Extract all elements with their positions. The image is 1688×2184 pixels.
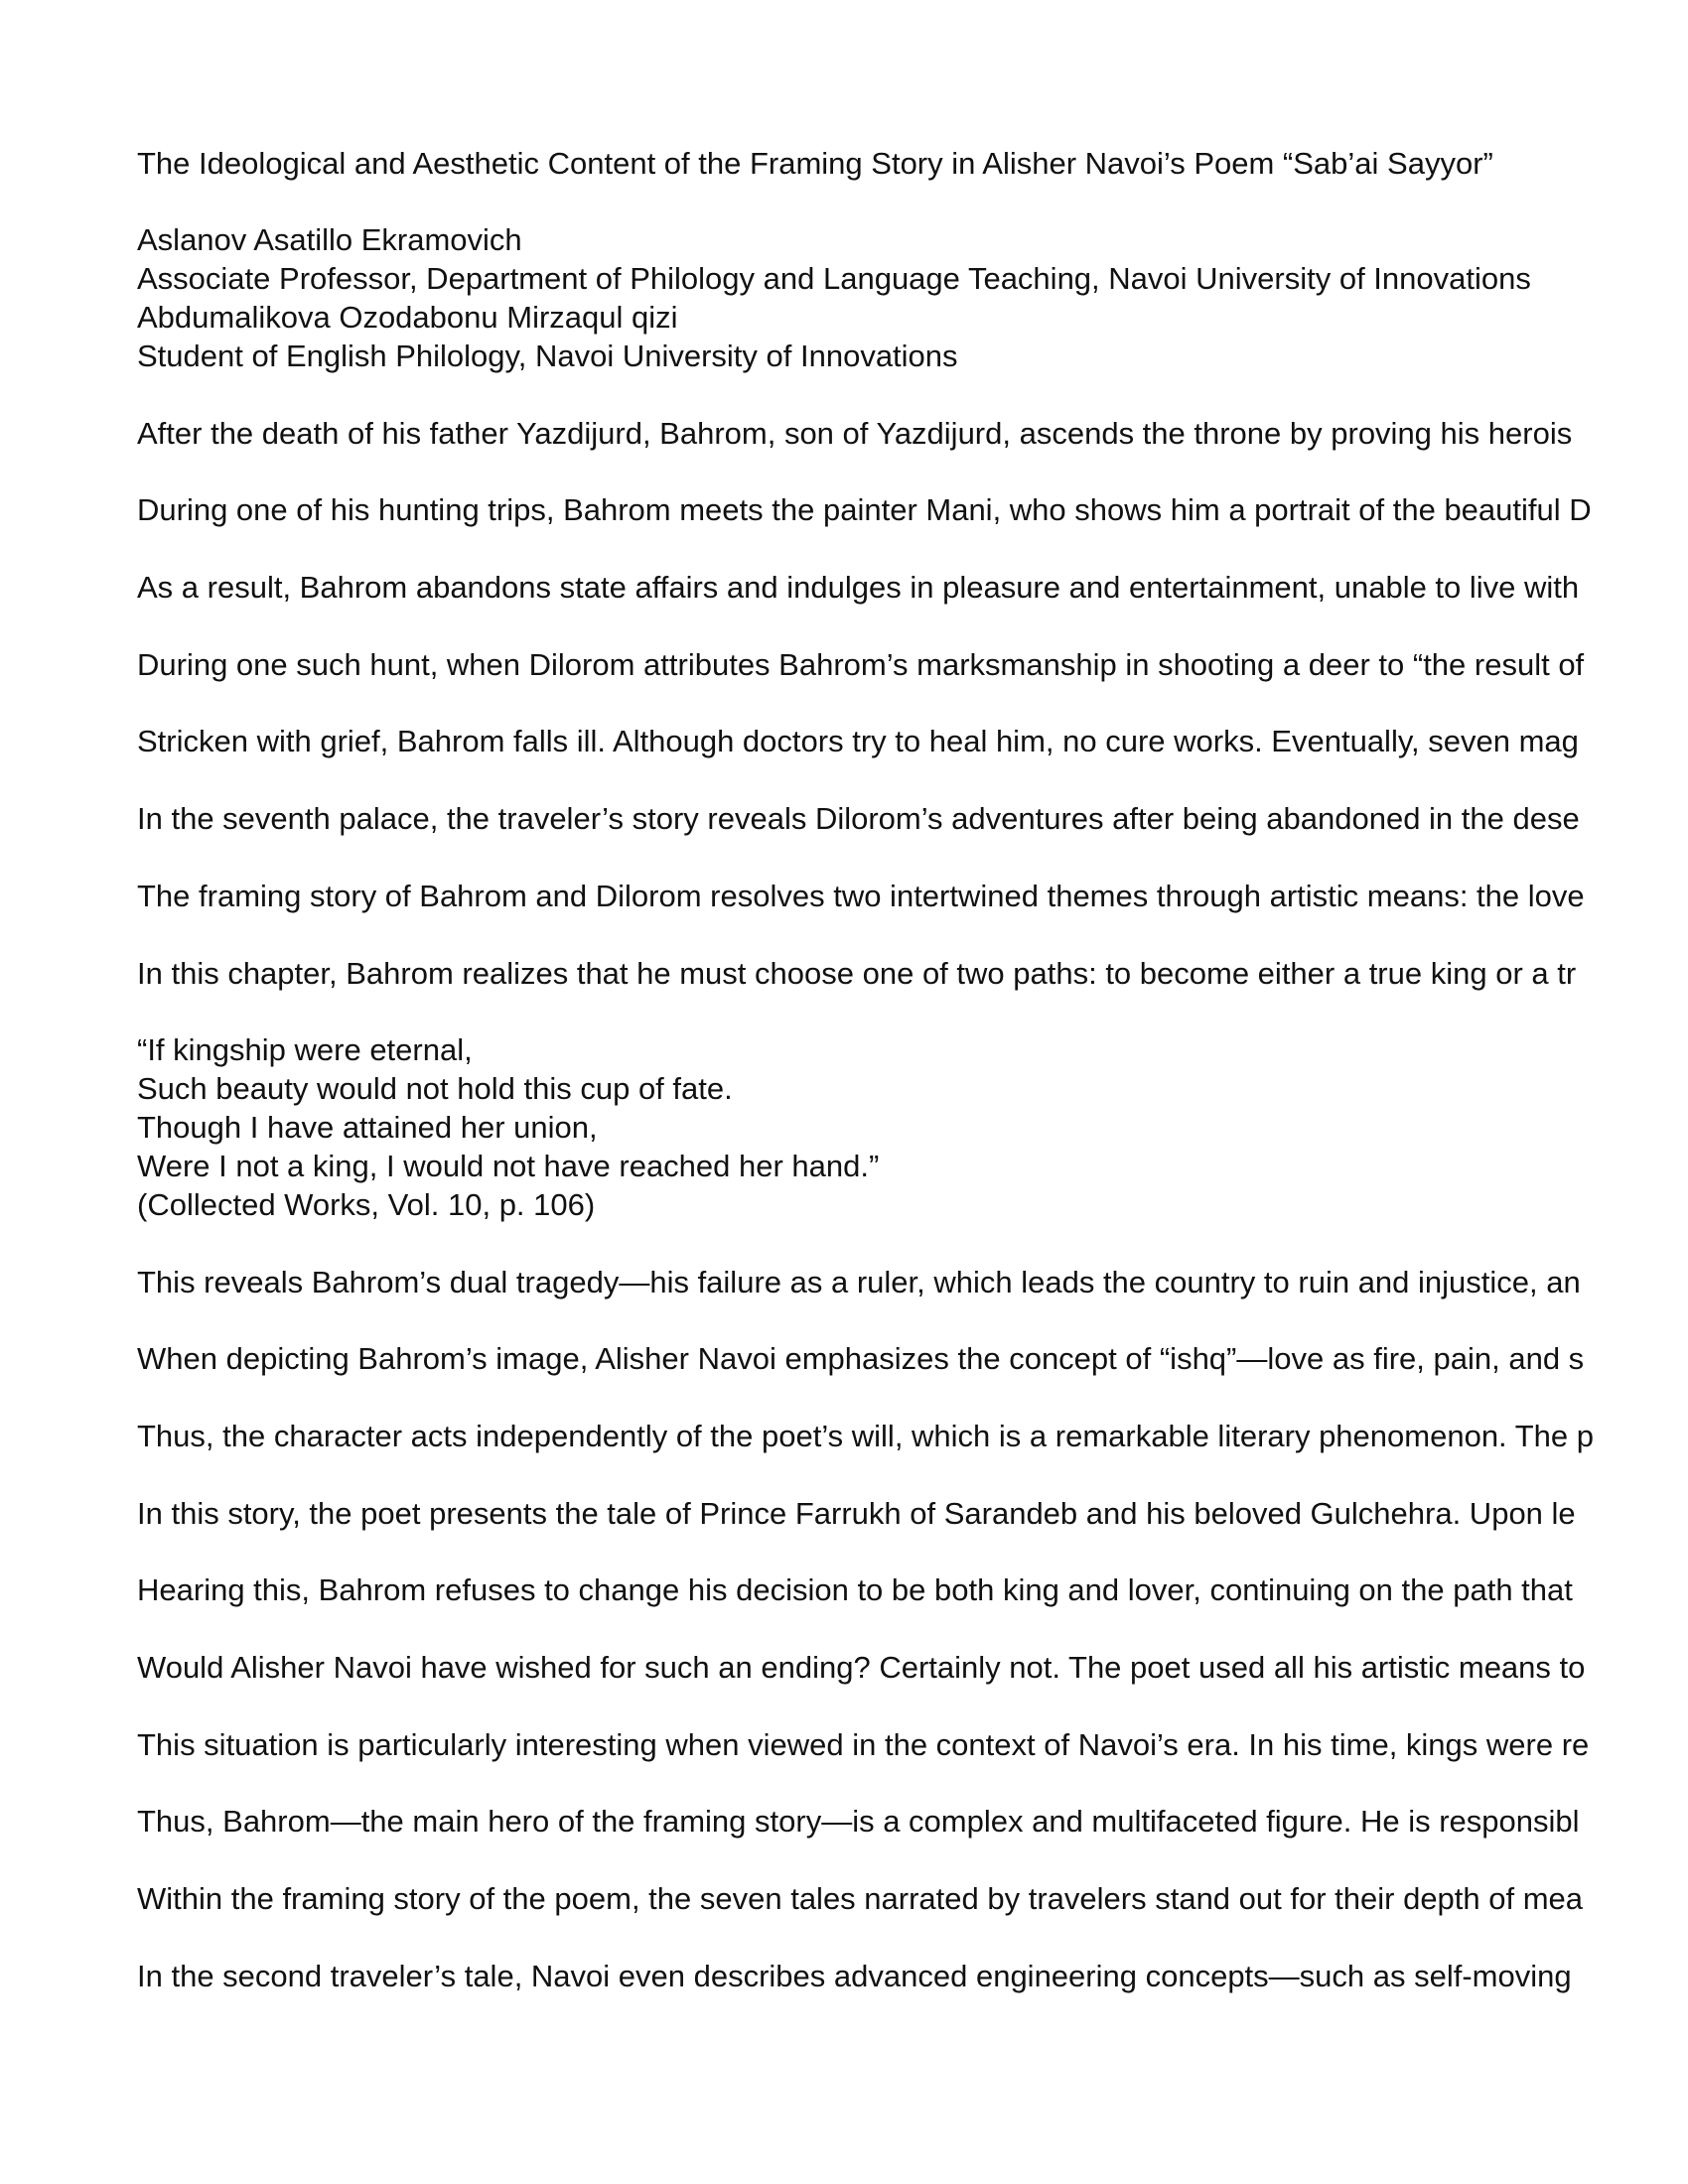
body-paragraph: In the second traveler’s tale, Navoi even describes advanced engineering concepts—such as self-moving (137, 1959, 1572, 1993)
body-paragraph: In this chapter, Bahrom realizes that he must choose one of two paths: to become either a true king or a tr (137, 956, 1577, 991)
body-paragraph: Thus, Bahrom—the main hero of the framing story—is a complex and multifaceted figure. He is responsibl (137, 1804, 1580, 1839)
author-name: Abdumalikova Ozodabonu Mirzaqul qizi (137, 300, 678, 335)
poem-line: “If kingship were eternal, (137, 1032, 473, 1067)
body-paragraph: This situation is particularly interesting when viewed in the context of Navoi’s era. In his time, kings were re (137, 1727, 1590, 1762)
body-paragraph: Thus, the character acts independently of the poet’s will, which is a remarkable literary phenomenon. The p (137, 1419, 1594, 1453)
body-paragraph: During one of his hunting trips, Bahrom meets the painter Mani, who shows him a portrait of the beautiful D (137, 492, 1592, 527)
body-paragraph: In the seventh palace, the traveler’s story reveals Dilorom’s adventures after being abandoned in the dese (137, 801, 1580, 836)
author-name: Aslanov Asatillo Ekramovich (137, 222, 522, 257)
poem-line: Were I not a king, I would not have reached her hand.” (137, 1149, 880, 1183)
body-paragraph: When depicting Bahrom’s image, Alisher Navoi emphasizes the concept of “ishq”—love as fire, pain, and s (137, 1341, 1585, 1376)
poem-line: Though I have attained her union, (137, 1110, 598, 1145)
body-paragraph: As a result, Bahrom abandons state affairs and indulges in pleasure and entertainment, unable to live with (137, 570, 1580, 605)
body-paragraph: During one such hunt, when Dilorom attributes Bahrom’s marksmanship in shooting a deer to “the result of (137, 647, 1585, 682)
body-paragraph: The framing story of Bahrom and Dilorom resolves two intertwined themes through artistic means: the love (137, 879, 1585, 913)
author-affiliation: Associate Professor, Department of Philology and Language Teaching, Navoi University of Innovations (137, 261, 1531, 296)
poem-line: Such beauty would not hold this cup of fate. (137, 1071, 733, 1106)
body-paragraph: After the death of his father Yazdijurd, Bahrom, son of Yazdijurd, ascends the throne by proving his herois (137, 416, 1573, 451)
body-paragraph: Would Alisher Navoi have wished for such an ending? Certainly not. The poet used all his artistic means to (137, 1650, 1586, 1685)
body-paragraph: Hearing this, Bahrom refuses to change his decision to be both king and lover, continuing on the path that (137, 1572, 1573, 1607)
body-paragraph: Stricken with grief, Bahrom falls ill. Although doctors try to heal him, no cure works. Eventually, seven mag (137, 724, 1579, 758)
body-paragraph: Within the framing story of the poem, the seven tales narrated by travelers stand out for their depth of mea (137, 1881, 1584, 1916)
body-paragraph: This reveals Bahrom’s dual tragedy—his failure as a ruler, which leads the country to ruin and injustice, an (137, 1265, 1581, 1299)
document-title: The Ideological and Aesthetic Content of the Framing Story in Alisher Navoi’s Poem “Sab’ai Sayyor” (137, 146, 1493, 181)
poem-citation: (Collected Works, Vol. 10, p. 106) (137, 1187, 596, 1222)
author-affiliation: Student of English Philology, Navoi University of Innovations (137, 339, 958, 373)
body-paragraph: In this story, the poet presents the tale of Prince Farrukh of Sarandeb and his beloved Gulchehra. Upon le (137, 1496, 1576, 1531)
